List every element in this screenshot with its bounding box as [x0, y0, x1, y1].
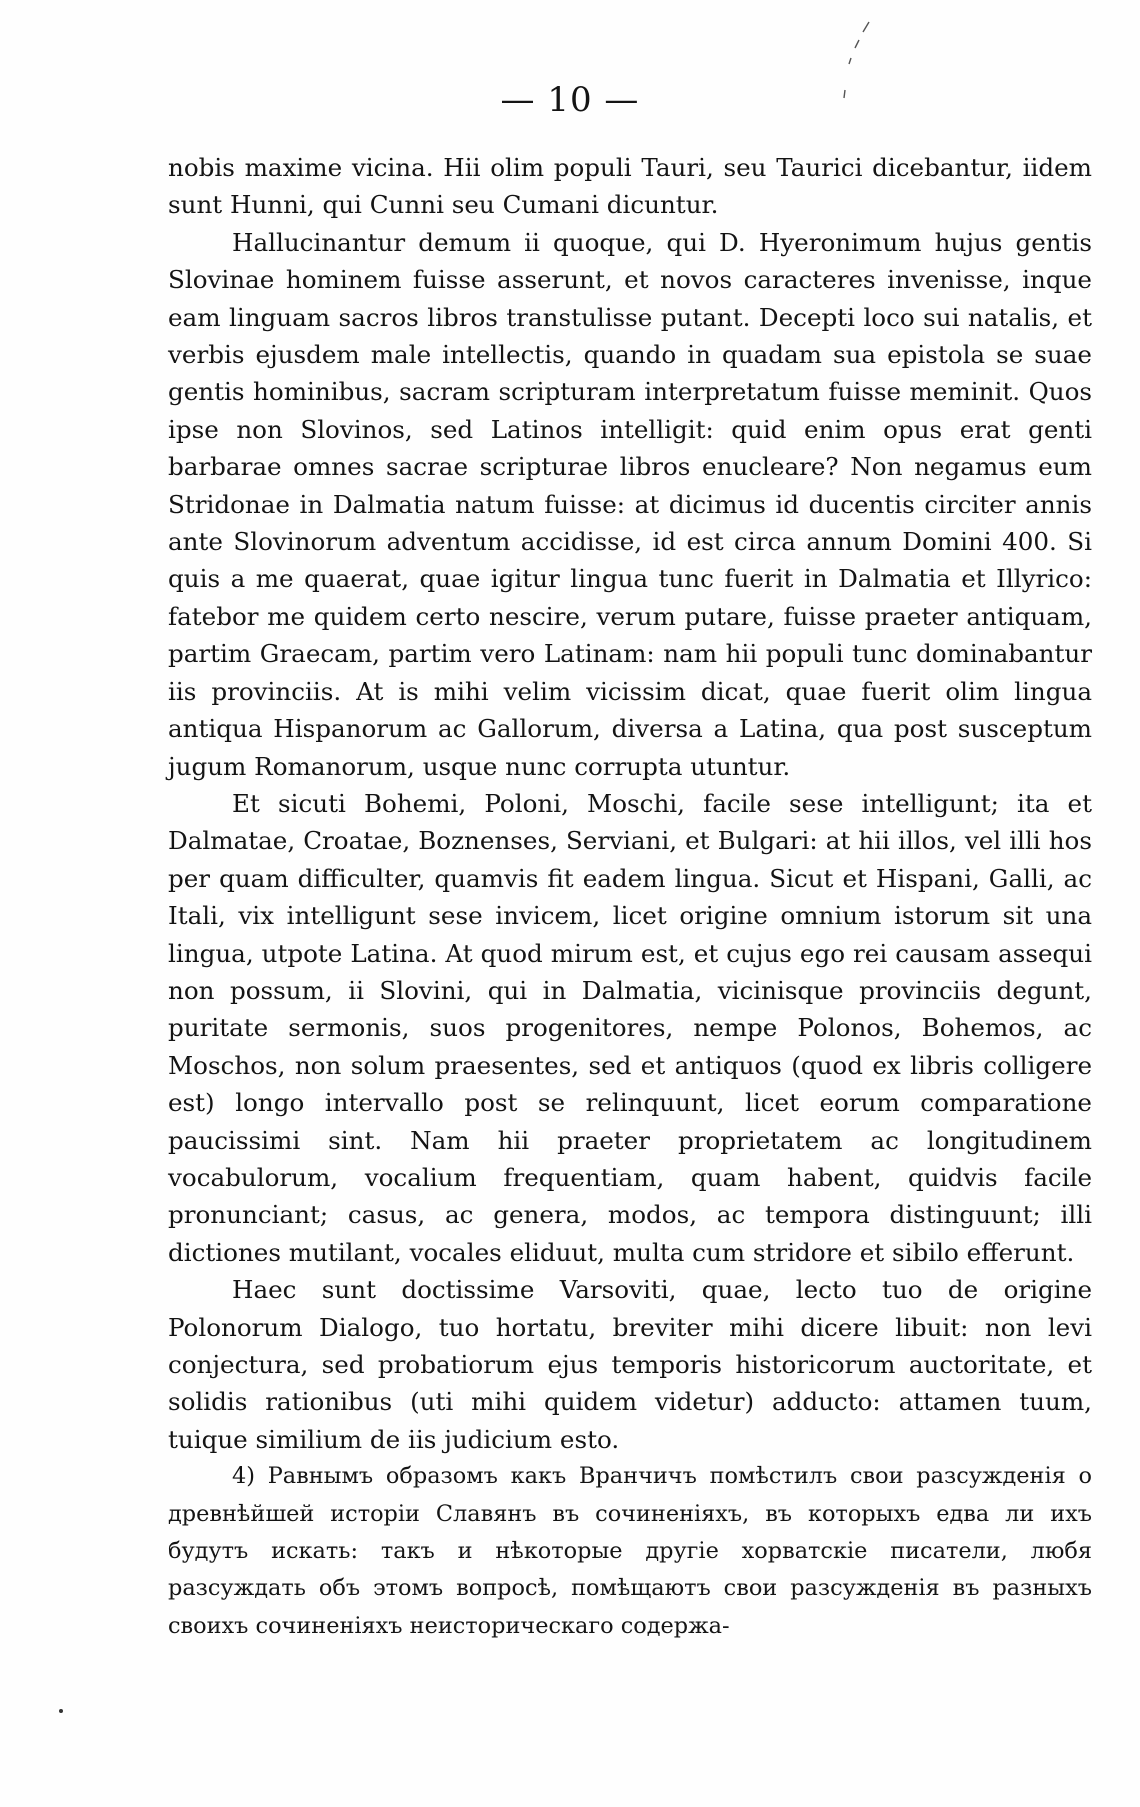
paragraph-4: Haec sunt doctissime Varsoviti, quae, lecto tuo de origine Polonorum Dialogo, tuo hortatu, breviter mihi dicere libuit: non levi conjectura, sed probatiorum ejus temporis historicorum auctoritate, et solidis rationibus (uti mihi quidem videtur) adducto: attamen tuum, tuique similium de iis judicium esto.	[168, 1275, 1092, 1454]
paragraph-1: nobis maxime vicina. Hii olim populi Tauri, seu Taurici dicebantur, iidem sunt Hunni, qui Cunni seu Cumani dicuntur.	[168, 153, 1092, 220]
page-body	[168, 149, 1092, 1645]
pencil-mark	[835, 18, 875, 108]
footnote-4: 4) Равнымъ образомъ какъ Вранчичъ помѣстилъ свои разсужденія о древнѣйшей исторіи Славянъ въ сочиненіяхъ, въ которыхъ едва ли ихъ будутъ искать: такъ и нѣкоторые другіе хорватскіе писатели, любя разсуждать объ этомъ вопросѣ, помѣщаютъ свои разсужденія въ разныхъ своихъ сочиненіяхъ неисторическаго содержа-	[168, 1463, 1092, 1639]
ink-speck	[59, 1709, 63, 1713]
page-number: — 10 —	[500, 80, 640, 120]
paragraph-2: Hallucinantur demum ii quoque, qui D. Hyeronimum hujus gentis Slovinae hominem fuisse asserunt, et novos caracteres invenisse, inque eam linguam sacros libros transtulisse putant. Decepti loco sui natalis, et verbis ejusdem male intellectis, quando in quadam sua epistola se suae gentis hominibus, sacram scripturam interpretatum fuisse meminit. Quos ipse non Slovinos, sed Latinos intelligit: quid enim opus erat genti barbarae omnes sacrae scripturae libros enucleare? Non negamus eum Stridonae in Dalmatia natum fuisse: at dicimus id ducentis circiter annis ante Slovinorum adventum accidisse, id est circa annum Domini 400. Si quis a me quaerat, quae igitur lingua tunc fuerit in Dalmatia et Illyrico: fatebor me quidem certo nescire, verum putare, fuisse praeter antiquam, partim Graecam, partim vero Latinam: nam hii populi tunc dominabantur iis provinciis. At is mihi velim vicissim dicat, quae fuerit olim lingua antiqua Hispanorum ac Gallorum, diversa a Latina, qua post susceptum jugum Romanorum, usque nunc corrupta utuntur.	[168, 227, 1092, 781]
paragraph-3: Et sicuti Bohemi, Poloni, Moschi, facile sese intelligunt; ita et Dalmatae, Croatae, Boznenses, Serviani, et Bulgari: at hii illos, vel illi hos per quam difficulter, quamvis fit eadem lingua. Sicut et Hispani, Galli, ac Itali, vix intelligunt sese invicem, licet origine omnium istorum sit una lingua, utpote Latina. At quod mirum est, et cujus ego rei causam assequi non possum, ii Slovini, qui in Dalmatia, vicinisque provinciis degunt, puritate sermonis, suos progenitores, nempe Polonos, Bohemos, ac Moschos, non solum praesentes, sed et antiquos (quod ex libris colligere est) longo intervallo post se relinquunt, licet eorum comparatione paucissimi sint. Nam hii praeter proprietatem ac longitudinem vocabulorum, vocalium frequentiam, quam habent, quidvis facile pronunciant; casus, ac genera, modos, ac tempora distinguunt; illi dictiones mutilant, vocales eliduut, multa cum stridore et sibilo efferunt.	[168, 788, 1092, 1267]
